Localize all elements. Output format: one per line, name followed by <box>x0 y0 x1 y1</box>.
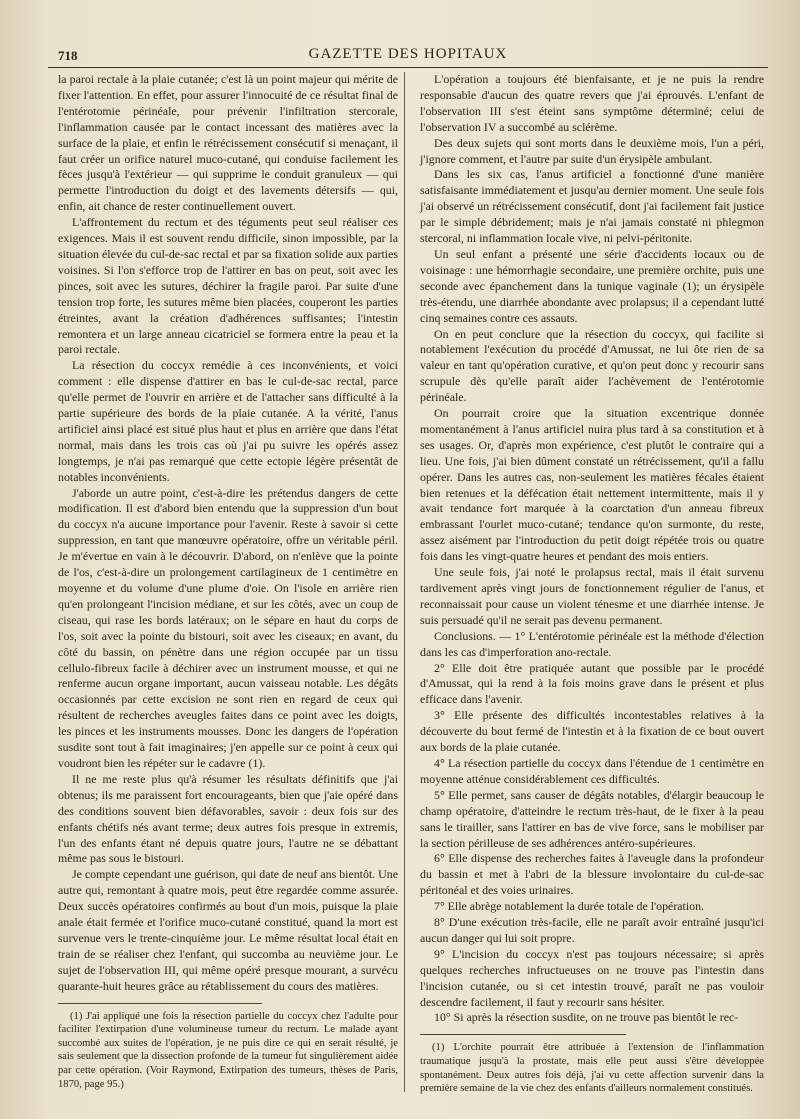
paragraph: Il ne me reste plus qu'à résumer les résultats définitifs que j'ai obtenus; ils me paraissent fort encourageants, bien que j'aie opéré dans des conditions souvent bien défavorables, savoir : deux fois sur des enfants chétifs nés avant terme; deux autres fois presque in extremis, l'un des enfants étant né depuis quatre jours, l'autre ne se débattant même pas sous le bistouri. <box>58 771 398 866</box>
paragraph: On pourrait croire que la situation excentrique donnée momentanément à l'anus artificiel nuira plus tard à sa constitution et à ses usages. Or, d'après mon expérience, c'est plutôt le contraire qui a lieu. Une fois, j'ai bien dûment constaté un rétrécissement, qu'il a fallu opérer. Dans les autres cas, non-seulement les matières fécales étaient bien retenues et la défécation était nettement intermittente, mais il y avait tendance fort marquée à la coarctation d'un anneau fibreux embrassant l'ourlet muco-cutané; tendance qu'on surmonte, du reste, assez aisément par l'introduction du petit doigt répétée trois ou quatre fois dans les vingt-quatre heures et pendant des mois entiers. <box>420 406 764 564</box>
journal-title: GAZETTE DES HOPITAUX <box>308 46 508 62</box>
paragraph: J'aborde un autre point, c'est-à-dire les prétendus dangers de cette modification. Il est d'abord bien entendu que la suppression d'un bout du coccyx n'a aucune importance pour l'avenir. Reste à savoir si cette suppression, en tant que manœuvre opératoire, offre un véritable péril. Je m'évertue en vain à le découvrir. D'abord, on n'enlève que la pointe de l'os, c'est-à-dire un prolongement cartilagineux de 1 centimètre en moyenne et du volume d'une plume d'oie. On l'isole en arrière rien qu'en prolongeant l'incision médiane, et sur les côtés, avec un coup de ciseau, qui rase les bords latéraux; on le sépare en haut du corps de l'os, soit avec la pointe du bistouri, soit avec les ciseaux; en avant, du côté du bassin, on pénètre dans une région occupée par un tissu cellulo-fibreux facile à déchirer avec un instrument mousse, et qui ne renferme aucun organe important, aucun vaisseau notable. Les dégâts occasionnés par cette excision ne sont rien en regard de ceux qui résultent de recherches aveugles faites dans ce point avec les doigts, les pinces et les instruments mousses. Donc les dangers de l'opération susdite sont tout à fait imaginaires; j'en appelle sur ce point à ceux qui voudront bien les répéter sur le cadavre (1). <box>58 485 398 770</box>
conclusions-heading: Conclusions. — 1° L'entérotomie périnéale est la méthode d'élection dans les cas d'imperforation ano-rectale. <box>420 628 764 659</box>
left-column <box>58 72 398 1091</box>
paragraph: Des deux sujets qui sont morts dans le deuxième mois, l'un a péri, j'ignore comment, et l'autre par suite d'un érysipèle ambulant. <box>420 135 764 166</box>
conclusion-item: 6° Elle dispense des recherches faites à l'aveugle dans la profondeur du bassin et met à l'abri de la blessure involontaire du cul-de-sac péritonéal et des voies urinaires. <box>420 851 764 898</box>
conclusion-item: 9° L'incision du coccyx n'est pas toujours nécessaire; si après quelques recherches infructueuses on ne trouve pas l'intestin dans l'incision cutanée, ou si cet intestin trouvé, paraît ne pas vouloir descendre facilement, il faut y recourir sans hésiter. <box>420 946 764 1009</box>
page-number: 718 <box>58 48 78 63</box>
header-rule <box>48 67 768 68</box>
footnote <box>58 1010 398 1092</box>
conclusion-item: 4° La résection partielle du coccyx dans l'étendue de 1 centimètre en moyenne atténue considérablement ces difficultés. <box>420 755 764 786</box>
paragraph: L'opération a toujours été bienfaisante, et je ne puis la rendre responsable d'aucun des quatre revers que j'ai éprouvés. L'enfant de l'observation III s'est éteint sans symptôme déterminé; celui de l'observation IV a succombé au sclérème. <box>420 72 764 134</box>
conclusion-item: 7° Elle abrège notablement la durée totale de l'opération. <box>434 899 705 914</box>
footnote-separator <box>420 1034 626 1035</box>
page-header <box>48 44 768 66</box>
conclusion-item: 3° Elle présente des difficultés incontestables relatives à la découverte du bout fermé de l'intestin et à la fixation de ce bout ouvert aux bords de la plaie cutanée. <box>420 708 764 755</box>
footnote-text: (1) J'ai appliqué une fois la résection partielle du coccyx chez l'adulte pour faciliter l'extirpation d'une volumineuse tumeur du rectum. Le malade ayant succombé aux suites de l'opération, je ne puis dire ce qui en serait résulté, je sais seulement que la dissection profonde de la tumeur fut singulièrement aidée par cette opération. (Voir Raymond, Extirpation des tumeurs, thèses de Paris, 1870, page 95.) <box>58 1010 398 1090</box>
conclusion-item: 10° Si après la résection susdite, on ne trouve pas bientôt le rec- <box>434 1010 739 1025</box>
paragraph: Un seul enfant a présenté une série d'accidents locaux ou de voisinage : une hémorrhagie secondaire, une première orchite, puis une seconde avec épanchement dans la tunique vaginale (1); un érysipèle très-étendu, une diarrhée abondante avec prolapsus; il a cependant lutté cinq semaines contre ces assauts. <box>420 246 764 325</box>
footnote-text: (1) L'orchite pourrait être attribuée à l'extension de l'inflammation traumatique jusqu'à la prostate, mais elle peut aussi s'être développée spontanément. Deux autres fois déjà, j'ai vu cette affection survenir dans la première semaine de la vie chez des enfants d'ailleurs normalement constitués. <box>420 1042 764 1095</box>
paragraph: la paroi rectale à la plaie cutanée; c'est là un point majeur qui mérite de fixer l'attention. En effet, pour assurer l'innocuité de ce résultat final de l'entérotomie périnéale, pour prévenir l'infiltration stercorale, l'inflammation causée par le contact incessant des matières avec la surface de la plaie, et enfin le rétrécissement consécutif si menaçant, il faut créer un orifice naturel muco-cutané, qui conduise facilement les fèces jusqu'à l'extérieur — qui supprime le conduit granuleux — qui permette l'introduction du doigt et des lavements détersifs — qui, enfin, ait chance de rester continuellement ouvert. <box>58 72 398 214</box>
paragraph: La résection du coccyx remédie à ces inconvénients, et voici comment : elle dispense d'attirer en bas le cul-de-sac rectal, parce qu'elle permet de l'ouvrir en arrière et de l'attacher sans difficulté à la partie supérieure des bords de la plaie cutanée. A la vérité, l'anus artificiel ainsi placé est situé plus haut et plus en arrière que dans l'état normal, mais dans les trois cas où j'ai pu suivre les opérés assez longtemps, je n'ai pas remarqué que cette ectopie légère présentât de notables inconvénients. <box>58 358 398 484</box>
right-column <box>420 72 764 1096</box>
conclusion-item: 5° Elle permet, sans causer de dégâts notables, d'élargir beaucoup le champ opératoire, d'atteindre le rectum très-haut, de le fixer à la peau sans le tirailler, sans l'attirer en bas de vive force, sans le mobiliser par la section périlleuse de ses adhérences antéro-supérieures. <box>420 787 764 850</box>
paragraph: Je compte cependant une guérison, qui date de neuf ans bientôt. Une autre qui, remontant à quatre mois, peut être regardée comme assurée. Deux succès opératoires confirmés au bout d'un mois, puisque la plaie anale était fermée et l'orifice muco-cutané constitué, quand la mort est survenue vers le trente-cinquième jour. Le même résultat local était en train de se réaliser chez l'enfant, qui succomba au neuvième jour. Le sujet de l'observation III, qui même opéré presque mourant, a survécu quarante-huit heures grâce au rétablissement du cours des matières. <box>58 867 398 993</box>
paragraph: Une seule fois, j'ai noté le prolapsus rectal, mais il était survenu tardivement après vingt jours de fonctionnement régulier de l'anus, et reconnaissait pour cause un violent ténesme et une diarrhée intense. Je suis persuadé qu'il ne serait pas devenu permanent. <box>420 565 764 627</box>
paragraph: On en peut conclure que la résection du coccyx, qui facilite si notablement l'exécution du procédé d'Amussat, ne lui ôte rien de sa valeur en tant qu'opération curative, et qu'on peut donc y recourir sans scrupule dès qu'elle paraît aider l'achèvement de l'entérotomie périnéale. <box>420 326 764 405</box>
paragraph: L'affrontement du rectum et des téguments peut seul réaliser ces exigences. Mais il est souvent rendu difficile, sinon impossible, par la situation élevée du cul-de-sac rectal et par sa fixation solide aux parties voisines. Si l'on s'efforce trop de l'attirer en bas on peut, soit avec les pinces, soit avec les sutures, déchirer la fragile paroi. Par suite d'une tension trop forte, les sutures même bien placées, couperont les parties étreintes, avant la création d'adhérences suffisantes; l'intestin remontera et un large anneau cicatriciel se formera entre la peau et la paroi rectale. <box>58 215 398 357</box>
column-divider <box>404 72 405 1092</box>
footnote <box>420 1041 764 1095</box>
footnote-separator <box>58 1003 262 1004</box>
paragraph: Dans les six cas, l'anus artificiel a fonctionné d'une manière satisfaisante immédiatement et jusqu'au dernier moment. Une seule fois j'ai observé un rétrécissement consécutif, dont j'ai facilement fait justice par le simple débridement; mais je n'ai jamais constaté ni phlegmon stercoral, ni inflammation locale vive, ni pelvi-péritonite. <box>420 167 764 246</box>
conclusion-item: 8° D'une exécution très-facile, elle ne paraît avoir entraîné jusqu'ici aucun danger qui lui soit propre. <box>420 915 764 945</box>
conclusion-item: 2° Elle doit être pratiquée autant que possible par le procédé d'Amussat, qui la rend à la fois moins grave dans le présent et plus efficace dans l'avenir. <box>420 660 764 707</box>
